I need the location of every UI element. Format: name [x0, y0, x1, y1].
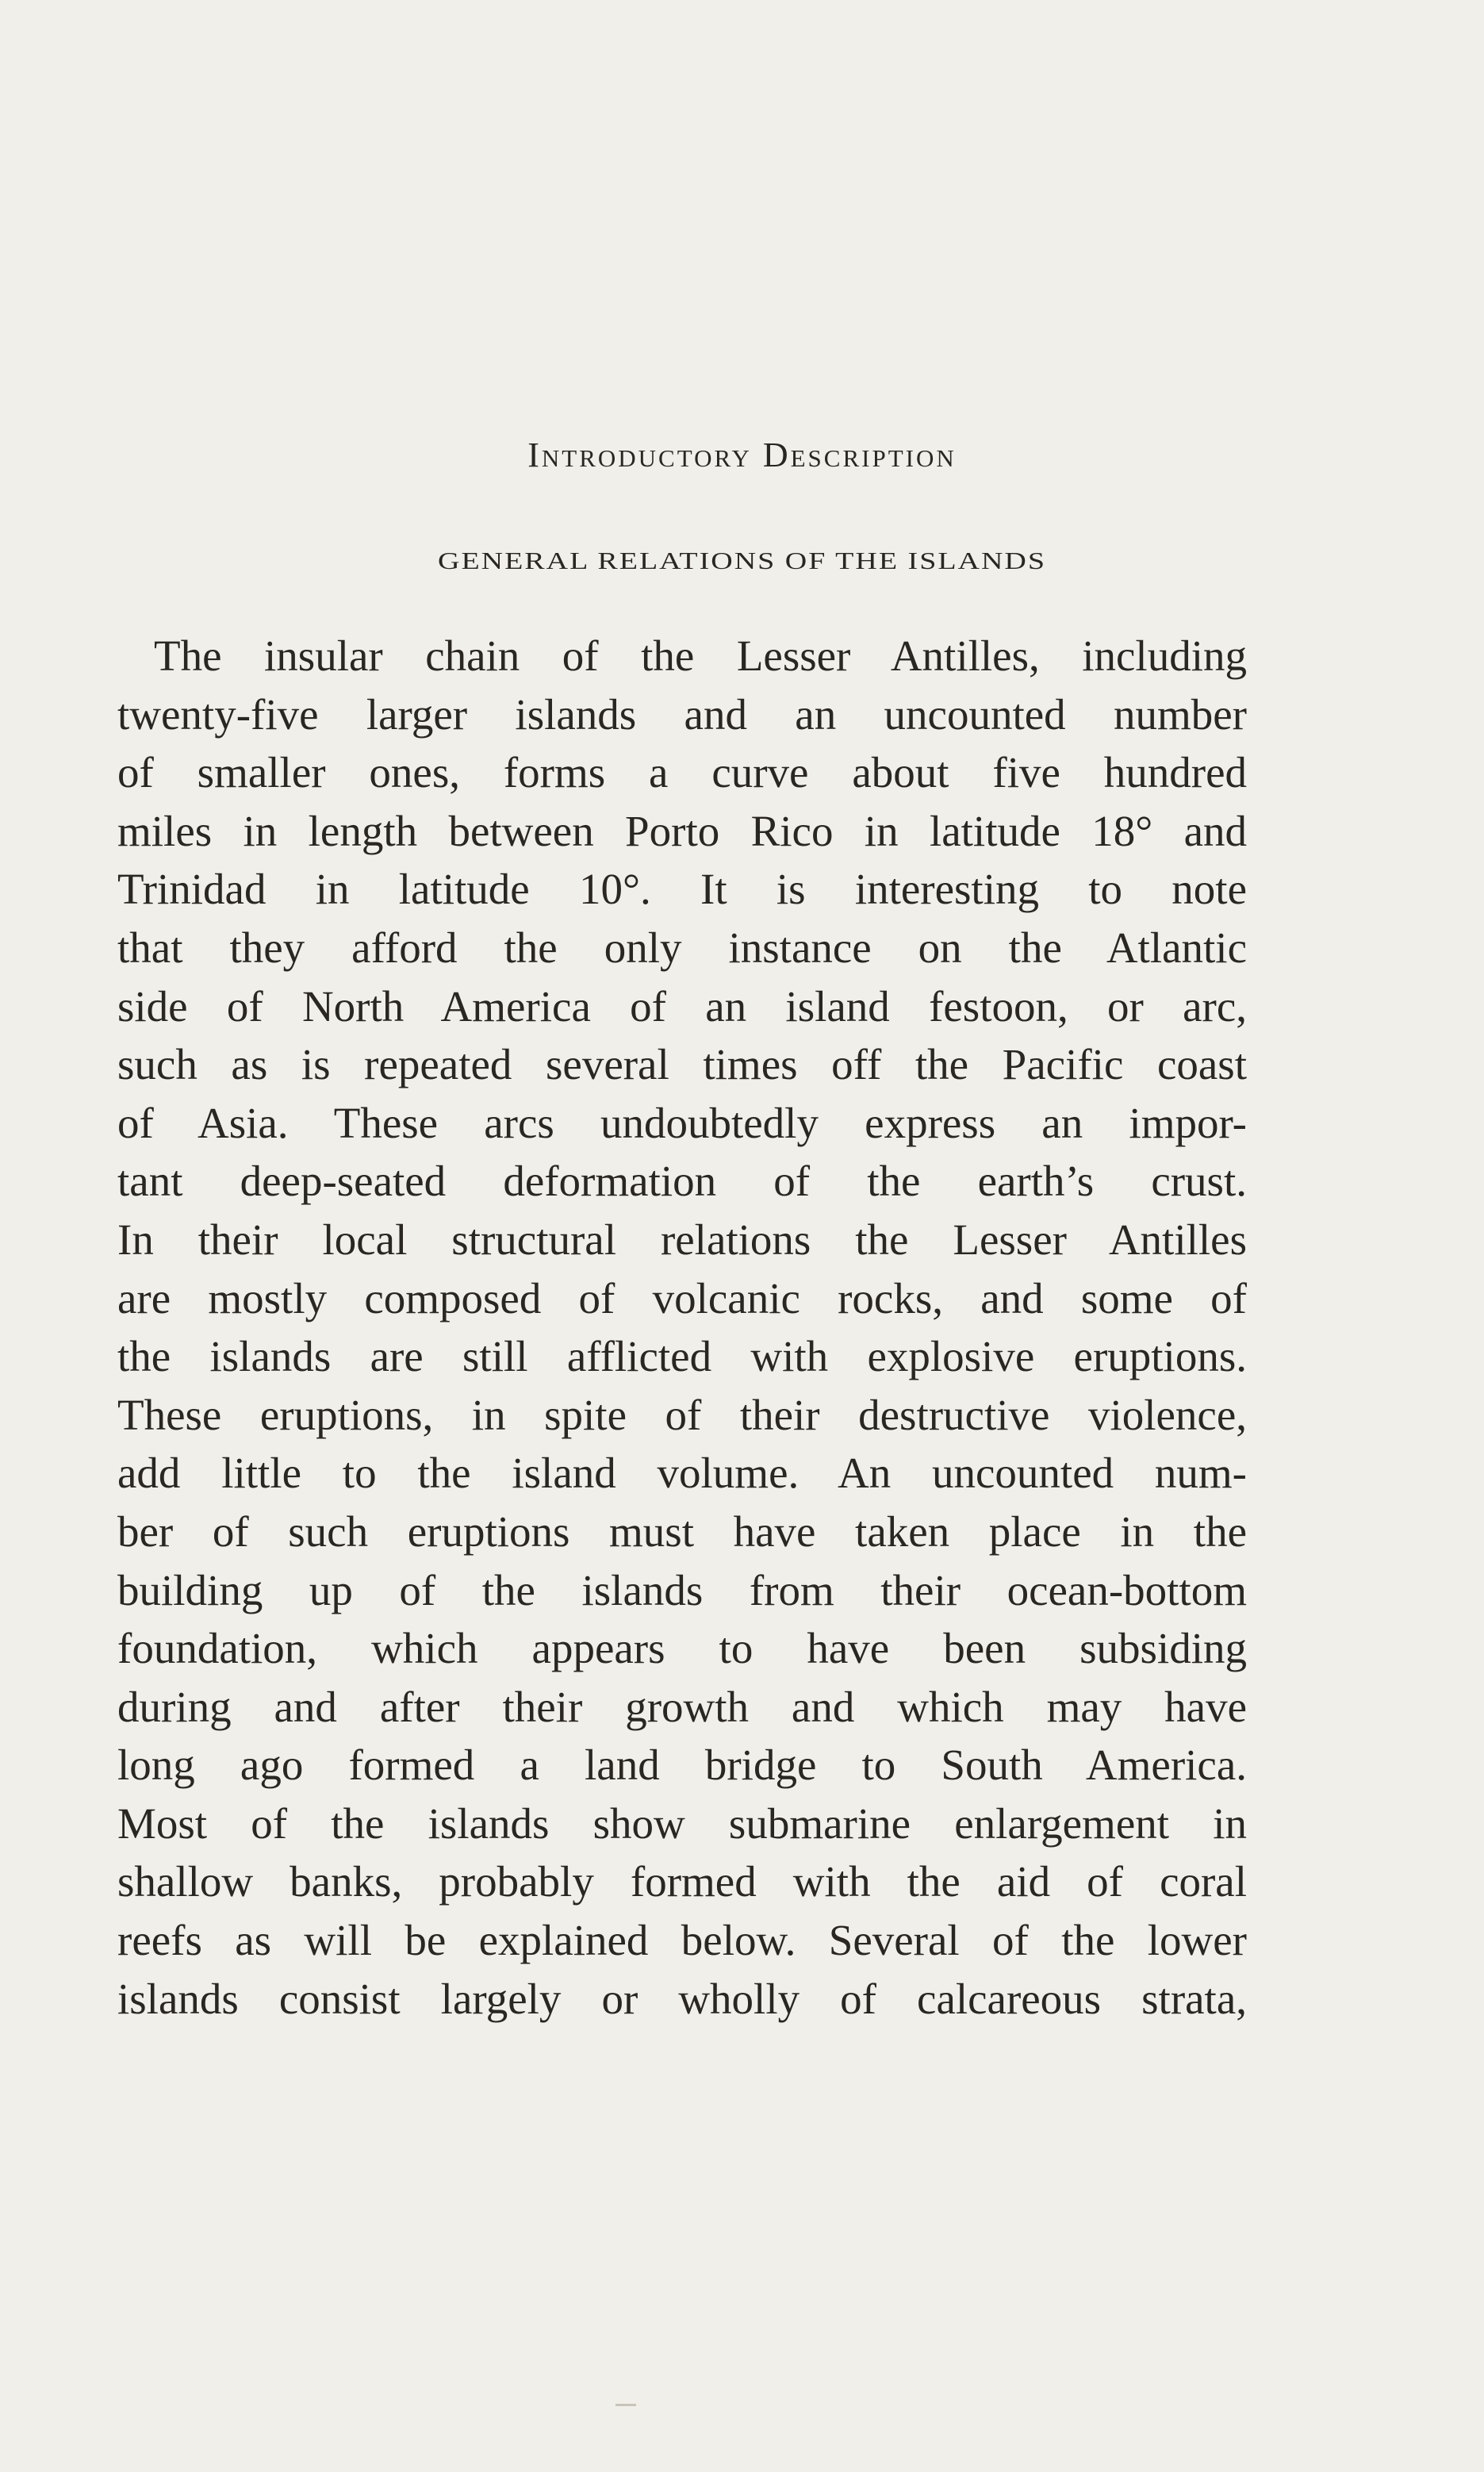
text-line: building up of the islands from their ocean-bottom: [117, 1565, 1247, 1614]
text-line: during and after their growth and which may have: [117, 1682, 1247, 1731]
text-line: of Asia. These arcs undoubtedly express an impor-: [117, 1098, 1247, 1147]
body-paragraph: [117, 627, 1247, 2028]
chapter-heading: Introductory Description: [527, 436, 957, 474]
text-line: tant deep-seated deformation of the earth’s crust.: [117, 1157, 1247, 1206]
text-line: These eruptions, in spite of their destructive violence,: [117, 1390, 1247, 1439]
text-line: Trinidad in latitude 10°. It is interesting to note: [117, 865, 1247, 914]
text-line: twenty-five larger islands and an uncounted number: [117, 689, 1247, 739]
text-line: miles in length between Porto Rico in latitude 18° and: [117, 806, 1247, 855]
text-line: islands consist largely or wholly of calcareous strata,: [117, 1974, 1247, 2023]
text-line: foundation, which appears to have been subsiding: [117, 1624, 1247, 1673]
text-line: The insular chain of the Lesser Antilles, including: [154, 631, 1247, 680]
text-line: side of North America of an island festoon, or arc,: [117, 981, 1247, 1031]
text-line: ber of such eruptions must have taken place in the: [117, 1507, 1247, 1556]
printer-mark: [615, 2404, 636, 2406]
text-line: that they afford the only instance on the Atlantic: [117, 923, 1247, 972]
text-line: long ago formed a land bridge to South America.: [117, 1741, 1247, 1790]
text-line: reefs as will be explained below. Several of the lower: [117, 1916, 1247, 1965]
text-line: In their local structural relations the Lesser Antilles: [117, 1215, 1247, 1264]
text-line: shallow banks, probably formed with the aid of coral: [117, 1857, 1247, 1906]
section-heading: GENERAL RELATIONS OF THE ISLANDS: [438, 547, 1046, 575]
text-line: Most of the islands show submarine enlargement in: [117, 1798, 1247, 1848]
text-line: are mostly composed of volcanic rocks, and some of: [117, 1273, 1247, 1322]
text-line: the islands are still afflicted with explosive eruptions.: [117, 1332, 1247, 1381]
text-line: such as is repeated several times off the Pacific coast: [117, 1040, 1247, 1089]
text-line: add little to the island volume. An uncounted num-: [117, 1449, 1247, 1498]
text-line: of smaller ones, forms a curve about five hundred: [117, 748, 1247, 797]
